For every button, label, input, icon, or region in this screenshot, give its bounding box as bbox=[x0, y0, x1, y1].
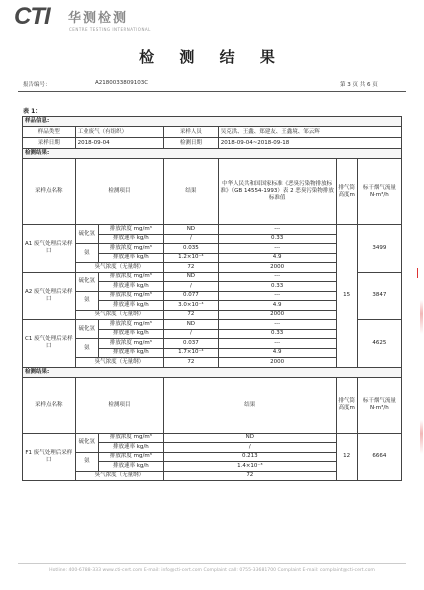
substance: 硫化氢 bbox=[75, 320, 98, 339]
col-item: 检测项目 bbox=[75, 159, 163, 225]
substance: 氨 bbox=[75, 452, 98, 471]
col-point: 采样点名称 bbox=[23, 377, 76, 433]
footer-contact: Hotline: 400-6788-333 www.cti-cert.com E-mail: info@cti-cert.com Complaint call: 0755-33681700 Complaint E-mail: complaint@cti-cert.com bbox=[49, 568, 375, 573]
col-result: 结果 bbox=[164, 159, 219, 225]
param: 排放速率 kg/h bbox=[98, 329, 163, 339]
result: 0.077 bbox=[164, 291, 219, 301]
result: / bbox=[164, 443, 337, 453]
page-indicator: 第 3 页 共 6 页 bbox=[340, 82, 378, 88]
param: 排放浓度 mg/m³ bbox=[98, 225, 163, 235]
param: 排放速率 kg/h bbox=[98, 348, 163, 358]
point-name: A2 废气处理后采样口 bbox=[23, 272, 76, 320]
substance: 氨 bbox=[75, 339, 98, 358]
header-divider bbox=[18, 91, 406, 92]
result: / bbox=[164, 282, 219, 292]
seal-edge-strip bbox=[420, 300, 423, 334]
param: 排放浓度 mg/m³ bbox=[98, 272, 163, 282]
substance: 氨 bbox=[75, 244, 98, 263]
point-name: F1 废气处理后采样口 bbox=[23, 433, 76, 481]
param: 排放速率 kg/h bbox=[98, 462, 163, 472]
standard: 0.33 bbox=[218, 282, 336, 292]
param: 排放速率 kg/h bbox=[98, 253, 163, 263]
logo-chinese-name: 华测检测 bbox=[68, 11, 129, 26]
substance: 臭气浓度（无量纲） bbox=[75, 471, 163, 481]
param: 排放浓度 mg/m³ bbox=[98, 244, 163, 254]
substance: 硫化氢 bbox=[75, 272, 98, 291]
standard: 4.9 bbox=[218, 253, 336, 263]
table-caption: 表 1： bbox=[23, 108, 42, 115]
test-date-value: 2018-09-04~2018-09-18 bbox=[218, 138, 401, 149]
standard: 2000 bbox=[218, 310, 336, 320]
standard: 2000 bbox=[218, 358, 336, 368]
param: 排放浓度 mg/m³ bbox=[98, 452, 163, 462]
result: 72 bbox=[164, 358, 219, 368]
param: 排放速率 kg/h bbox=[98, 443, 163, 453]
result: 72 bbox=[164, 263, 219, 273]
seal-edge-mark bbox=[417, 268, 424, 278]
point-name: A1 废气处理后采样口 bbox=[23, 225, 76, 273]
sampler-label: 采样人员 bbox=[164, 127, 219, 138]
standard: --- bbox=[218, 272, 336, 282]
substance: 臭气浓度（无量纲） bbox=[75, 310, 163, 320]
col-item: 检测项目 bbox=[75, 377, 163, 433]
logo-text: CTI bbox=[14, 3, 50, 30]
results-header: 检测结果: bbox=[23, 149, 402, 159]
stack-height: 15 bbox=[336, 225, 357, 368]
flow-value: 4625 bbox=[357, 320, 401, 368]
result: 72 bbox=[164, 471, 337, 481]
substance: 臭气浓度（无量纲） bbox=[75, 263, 163, 273]
param: 排放浓度 mg/m³ bbox=[98, 320, 163, 330]
standard: --- bbox=[218, 225, 336, 235]
standard: --- bbox=[218, 320, 336, 330]
sampler-value: 吴克洪、王鑫、郑建友、王鑫境、邹云辉 bbox=[218, 127, 401, 138]
param: 排放速率 kg/h bbox=[98, 301, 163, 311]
report-number: A2180033809103C bbox=[95, 80, 149, 86]
col-height: 排气筒高度m bbox=[336, 159, 357, 225]
col-result: 结果 bbox=[164, 377, 337, 433]
result: / bbox=[164, 329, 219, 339]
report-number-label: 报告编号： bbox=[23, 82, 51, 88]
point-name: C1 废气处理后采样口 bbox=[23, 320, 76, 368]
standard: 0.33 bbox=[218, 329, 336, 339]
sample-type-label: 样品类型 bbox=[23, 127, 76, 138]
sample-type-value: 工业废气（有组织） bbox=[75, 127, 163, 138]
substance: 硫化氢 bbox=[75, 225, 98, 244]
result: 1.7×10⁻⁴ bbox=[164, 348, 219, 358]
result: ND bbox=[164, 433, 337, 443]
sample-info-header: 样品信息: bbox=[23, 117, 402, 127]
result: 0.213 bbox=[164, 452, 337, 462]
flow-value: 3499 bbox=[357, 225, 401, 273]
result: 3.0×10⁻⁴ bbox=[164, 301, 219, 311]
stack-height: 12 bbox=[336, 433, 357, 481]
substance: 臭气浓度（无量纲） bbox=[75, 358, 163, 368]
standard: 4.9 bbox=[218, 348, 336, 358]
result: ND bbox=[164, 272, 219, 282]
substance: 硫化氢 bbox=[75, 433, 98, 452]
result: 1.2×10⁻⁴ bbox=[164, 253, 219, 263]
sample-date-value: 2018-09-04 bbox=[75, 138, 163, 149]
result: 72 bbox=[164, 310, 219, 320]
standard: 4.9 bbox=[218, 301, 336, 311]
substance: 氨 bbox=[75, 291, 98, 310]
result: 1.4×10⁻³ bbox=[164, 462, 337, 472]
col-point: 采样点名称 bbox=[23, 159, 76, 225]
param: 排放浓度 mg/m³ bbox=[98, 339, 163, 349]
company-logo bbox=[14, 3, 50, 31]
param: 排放浓度 mg/m³ bbox=[98, 433, 163, 443]
page-title: 检 测 结 果 bbox=[139, 48, 285, 66]
standard: --- bbox=[218, 339, 336, 349]
param: 排放速率 kg/h bbox=[98, 234, 163, 244]
standard: 2000 bbox=[218, 263, 336, 273]
flow-value: 3847 bbox=[357, 272, 401, 320]
test-date-label: 检测日期 bbox=[164, 138, 219, 149]
col-flow: 标干烟气流量N·m³/h bbox=[357, 159, 401, 225]
seal-edge-strip bbox=[420, 420, 423, 454]
col-height: 排气筒高度m bbox=[336, 377, 357, 433]
result: ND bbox=[164, 320, 219, 330]
col-standard: 中华人民共和国国家标准《恶臭污染物排放标准》（GB 14554-1993）表 2 恶臭污染物排放标准值 bbox=[218, 159, 336, 225]
result: 0.037 bbox=[164, 339, 219, 349]
standard: 0.33 bbox=[218, 234, 336, 244]
result: / bbox=[164, 234, 219, 244]
result: ND bbox=[164, 225, 219, 235]
sample-date-label: 采样日期 bbox=[23, 138, 76, 149]
col-flow: 标干烟气流量N·m³/h bbox=[357, 377, 401, 433]
results-table bbox=[22, 116, 402, 481]
param: 排放速率 kg/h bbox=[98, 282, 163, 292]
results-header-2: 检测结果: bbox=[23, 367, 402, 377]
standard: --- bbox=[218, 291, 336, 301]
param: 排放浓度 mg/m³ bbox=[98, 291, 163, 301]
flow-value: 6664 bbox=[357, 433, 401, 481]
footer-divider bbox=[18, 563, 406, 564]
result: 0.035 bbox=[164, 244, 219, 254]
logo-english-name: CENTRE TESTING INTERNATIONAL bbox=[69, 27, 151, 32]
standard: --- bbox=[218, 244, 336, 254]
